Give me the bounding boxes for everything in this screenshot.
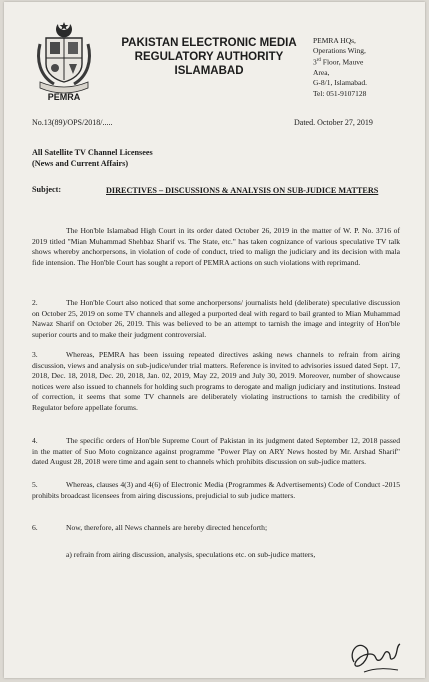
organization-title	[104, 36, 314, 78]
pemra-logo-emblem	[32, 20, 96, 102]
recipient-line-1: All Satellite TV Channel Licensees	[32, 148, 153, 157]
paragraph-6-text: Now, therefore, all News channels are hereby directed henceforth;	[66, 523, 268, 532]
paragraph-2-text: The Hon'ble Court also noticed that some anchorpersons/ journalists held (deliberate) speculative discussion on October 25, 2019 on some TV channels and alleged a purported deal with regard to bail granted to Mian Muhammad Nawaz Sharif on October 26, 2019. This was believed to be an attempt to tarnish the image and integrity of Hon'ble superior courts and to make their judgment controversial.	[32, 298, 400, 339]
sub-item-a: a) refrain from airing discussion, analysis, speculations etc. on sub-judice matters,	[66, 550, 316, 559]
subject-text: DIRECTIVES – DISCUSSIONS & ANALYSIS ON SUB-JUDICE MATTERS	[106, 186, 379, 195]
subject-label: Subject:	[32, 185, 62, 194]
letter-page	[4, 2, 425, 678]
title-line-3: ISLAMABAD	[174, 65, 244, 77]
recipient-block	[32, 147, 153, 169]
title-line-1: PAKISTAN ELECTRONIC MEDIA	[121, 37, 297, 49]
office-address	[313, 36, 423, 99]
paragraph-number: 6.	[32, 523, 38, 532]
address-line-1: PEMRA HQs,	[313, 36, 356, 45]
address-line-3: 3rd Floor, Mauve	[313, 57, 364, 67]
paragraph-3	[32, 350, 400, 414]
paragraph-4	[32, 436, 400, 468]
paragraph-number: 5.	[32, 480, 38, 489]
handwritten-signature	[344, 632, 404, 676]
logo-text: PEMRA	[47, 92, 81, 102]
address-line-6: Tel: 051-9107128	[313, 88, 367, 98]
paragraph-2	[32, 298, 400, 340]
title-line-2: REGULATORY AUTHORITY	[134, 51, 284, 63]
paragraph-3-text: Whereas, PEMRA has been issuing repeated directives asking news channels to refrain from airing discussion, views and analysis on sub-judice/under trial matters. Reference is invited to advisories issued dated Sept. 17, 2018, Dec. 18, 2018, Dec. 20, 2018, Jan. 02, 2019, May 22, 2019 and July 30, 2019. Moreover, number of showcause notices were also issued to channels for holding such programs to derogate and malign judiciary and institutions. Instead of correction, it seems that some TV channels are deliberately violating instructions to tarnish the credibility of Regulator before appellate forums.	[32, 350, 400, 412]
recipient-line-2: (News and Current Affairs)	[32, 159, 129, 168]
paragraph-4-text: The specific orders of Hon'ble Supreme Court of Pakistan in its judgment dated September 12, 2018 passed in the matter of Suo Moto cognizance against programme "Power Play on ARY News hosted by Mr. Arshad Sharif" dated August 28, 2018 were time and again sent to channels which prohibits discussion on sub-judice matters.	[32, 436, 400, 467]
paragraph-5-text: Whereas, clauses 4(3) and 4(6) of Electronic Media (Programmes & Advertisements) Code of Conduct -2015 prohibits broadcast licensees from airing discussions, prejudicial to sub judice matters.	[32, 480, 400, 500]
address-line-2: Operations Wing,	[313, 46, 366, 56]
paragraph-5	[32, 480, 400, 501]
address-line-5: G-8/1, Islamabad.	[313, 78, 367, 88]
paragraph-1-text: The Hon'ble Islamabad High Court in its order dated October 26, 2019 in the matter of W. P. No. 3716 of 2019 titled "Mian Muhammad Shehbaz Sharif vs. The State, etc." has taken cognizance of various speculative TV talk shows whereby anchorpersons, in violation of code of conduct, tried to malign the judiciary and its decision with mala fide intension. The Hon'ble Court has sought a report of PEMRA actions on such violations with reprimand.	[32, 226, 400, 267]
reference-number: No.13(89)/OPS/2018/.....	[32, 118, 113, 127]
address-line-4: Area,	[313, 68, 330, 78]
letter-date: Dated. October 27, 2019	[294, 118, 373, 127]
paragraph-1	[32, 226, 400, 268]
paragraph-number: 3.	[32, 350, 38, 359]
paragraph-6	[32, 523, 400, 534]
paragraph-number: 4.	[32, 436, 38, 445]
paragraph-number: 2.	[32, 298, 38, 307]
